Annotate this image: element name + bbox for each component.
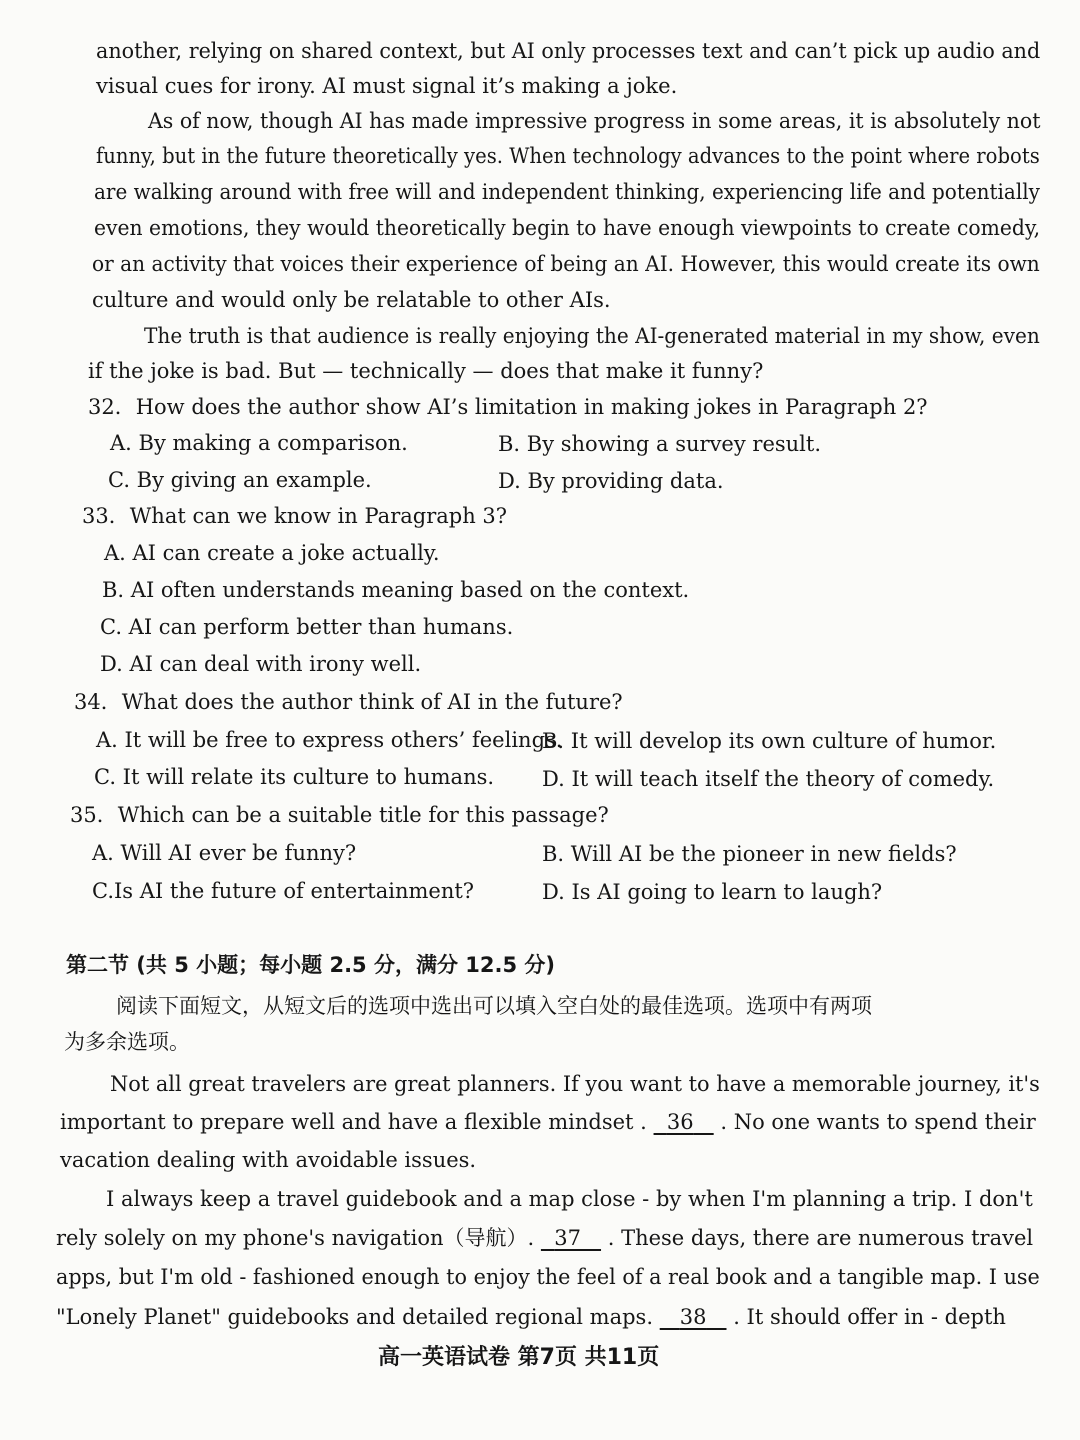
- question-33-option-c: C. AI can perform better than humans.: [100, 615, 514, 639]
- question-35-option-d: D. Is AI going to learn to laugh?: [542, 880, 883, 904]
- passage-line: another, relying on shared context, but AI only processes text and can’t pick up audio and: [96, 39, 1041, 63]
- question-32-stem: 32．How does the author show AI’s limitation in making jokes in Paragraph 2?: [88, 395, 928, 419]
- question-34-stem: 34．What does the author think of AI in the future?: [74, 690, 623, 714]
- cloze-paragraph-2-line: apps, but I'm old - fashioned enough to enjoy the feel of a real book and a tangible map. I use: [56, 1265, 1040, 1289]
- question-34-option-c: C. It will relate its culture to humans.: [94, 765, 495, 789]
- question-35-option-c: C.Is AI the future of entertainment?: [92, 879, 475, 903]
- question-32-option-b: B. By showing a survey result.: [498, 432, 821, 456]
- section-2-instructions: 为多余选项。: [64, 1030, 190, 1054]
- question-35-option-a: A. Will AI ever be funny?: [92, 841, 357, 865]
- cloze-paragraph-2-line: [56, 1223, 1033, 1253]
- cloze-text: "Lonely Planet" guidebooks and detailed regional maps.: [56, 1305, 654, 1329]
- cloze-paragraph-1-line: [60, 1107, 1036, 1137]
- cloze-text: . These days, there are numerous travel: [607, 1226, 1034, 1250]
- cloze-paragraph-2-line: I always keep a travel guidebook and a map close - by when I'm planning a trip. I don't: [106, 1187, 1033, 1211]
- question-34-option-a: A. It will be free to express others’ feelings.: [96, 728, 563, 752]
- section-2-heading: 第二节 (共 5 小题；每小题 2.5 分，满分 12.5 分): [66, 953, 555, 977]
- question-34-option-d: D. It will teach itself the theory of comedy.: [542, 767, 995, 791]
- cloze-text: important to prepare well and have a flexible mindset .: [60, 1110, 647, 1134]
- blank-36-number: 36: [666, 1110, 694, 1134]
- passage-line: visual cues for irony. AI must signal it’s making a joke.: [96, 74, 678, 98]
- question-33-option-d: D. AI can deal with irony well.: [100, 652, 422, 676]
- cloze-paragraph-1-line: Not all great travelers are great planners. If you want to have a memorable journey, it's: [110, 1072, 1040, 1096]
- cloze-text: rely solely on my phone's navigation（导航）.: [56, 1226, 535, 1250]
- blank-38: [660, 1305, 727, 1329]
- passage-line: even emotions, they would theoretically begin to have enough viewpoints to create comedy,: [94, 216, 1041, 240]
- blank-36: [654, 1110, 714, 1134]
- question-35-option-b: B. Will AI be the pioneer in new fields?: [542, 842, 957, 866]
- question-32-option-c: C. By giving an example.: [108, 468, 372, 492]
- passage-line: The truth is that audience is really enjoying the AI-generated material in my show, even: [144, 324, 1040, 348]
- question-32-option-d: D. By providing data.: [498, 469, 724, 493]
- passage-line: As of now, though AI has made impressive progress in some areas, it is absolutely not: [148, 109, 1041, 133]
- cloze-paragraph-1-line: vacation dealing with avoidable issues.: [60, 1148, 477, 1172]
- passage-line: funny, but in the future theoretically yes. When technology advances to the point where robots: [96, 144, 1040, 168]
- blank-38-number: 38: [679, 1305, 707, 1329]
- question-33-option-b: B. AI often understands meaning based on the context.: [102, 578, 690, 602]
- question-35-stem: 35．Which can be a suitable title for this passage?: [70, 803, 609, 827]
- question-34-option-b: B. It will develop its own culture of humor.: [542, 729, 997, 753]
- passage-line: are walking around with free will and independent thinking, experiencing life and potentially: [94, 180, 1040, 204]
- page-footer: 高一英语试卷 第7页 共11页: [378, 1345, 660, 1370]
- question-32-option-a: A. By making a comparison.: [110, 431, 408, 455]
- passage-line: if the joke is bad. But — technically — does that make it funny?: [88, 359, 764, 383]
- cloze-text: . It should offer in - depth: [733, 1305, 1006, 1329]
- section-2-instructions: 阅读下面短文，从短文后的选项中选出可以填入空白处的最佳选项。选项中有两项: [116, 994, 872, 1018]
- blank-37: [541, 1226, 601, 1250]
- passage-line: culture and would only be relatable to other AIs.: [92, 288, 611, 312]
- blank-37-number: 37: [554, 1226, 581, 1250]
- question-33-stem: 33．What can we know in Paragraph 3?: [82, 504, 508, 528]
- passage-line: or an activity that voices their experience of being an AI. However, this would create its own: [92, 252, 1040, 276]
- cloze-text: . No one wants to spend their: [720, 1110, 1036, 1134]
- cloze-paragraph-2-line: [56, 1302, 1006, 1332]
- question-33-option-a: A. AI can create a joke actually.: [104, 541, 440, 565]
